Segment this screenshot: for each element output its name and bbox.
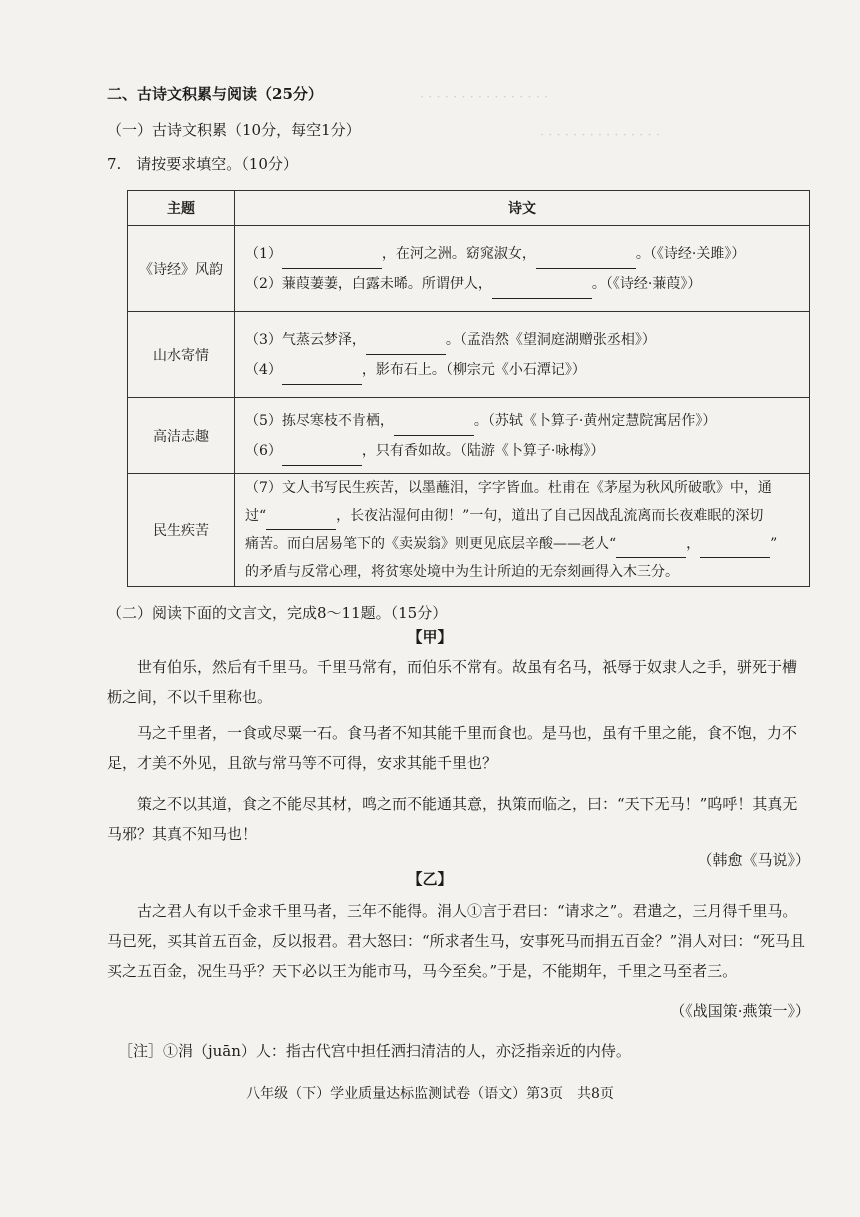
table-header-theme: 主题 bbox=[128, 191, 235, 226]
answer-blank-6[interactable] bbox=[282, 447, 362, 466]
passage-yi-source: （《战国策·燕策一》） bbox=[670, 1002, 810, 1020]
theme-cell: 民生疾苦 bbox=[128, 474, 235, 587]
footnote: ［注］①涓（juān）人：指古代宫中担任洒扫清洁的人，亦泛指亲近的内侍。 bbox=[118, 1042, 631, 1060]
passage-yi-paragraph: 古之君人有以千金求千里马者，三年不能得。涓人①言于君曰：“请求之”。君遣之，三月得千里马。马已死，买其首五百金，反以报君。君大怒曰：“所求者生马，安事死马而捐五百金？”涓人对曰：“死马且买之五百金，况生马乎？天下必以王为能市马，马今至矣。”于是，不能期年，千里之马至者三。 bbox=[107, 902, 806, 980]
theme-cell: 高洁志趣 bbox=[128, 398, 235, 474]
passage-jia-paragraph-1: 世有伯乐，然后有千里马。千里马常有，而伯乐不常有。故虽有名马，祇辱于奴隶人之手，骈死于槽枥之间，不以千里称也。 bbox=[107, 658, 798, 706]
page-footer: 八年级（下）学业质量达标监测试卷（语文）第3页 共8页 bbox=[246, 1086, 614, 1102]
theme-cell: 山水寄情 bbox=[128, 312, 235, 398]
answer-blank-7b[interactable] bbox=[616, 539, 686, 558]
poem-cell: （3）气蒸云梦泽， 。（孟浩然《望洞庭湖赠张丞相》） （4） ，影布石上。（柳宗元《小石潭记》） bbox=[235, 312, 810, 398]
table-header-poem: 诗文 bbox=[235, 191, 810, 226]
subsection-title: （二）阅读下面的文言文，完成8～11题。（15分） bbox=[107, 604, 448, 622]
answer-blank-3[interactable] bbox=[366, 336, 446, 355]
answer-blank-7c[interactable] bbox=[700, 539, 770, 558]
poem-cell: （7）文人书写民生疾苦，以墨蘸泪，字字皆血。杜甫在《茅屋为秋风所破歌》中，通 过“ ，长夜沾湿何由彻！”一句，道出了自己因战乱流离而长夜难眠的深切 痛苦。而白居易笔下的《卖炭翁》则更见底层辛酸——老人“ ， ” 的矛盾与反常心理，将贫寒处境中为生计所迫的无奈刻画得入木三分。 bbox=[235, 474, 810, 587]
answer-blank-2[interactable] bbox=[492, 280, 592, 299]
poem-cell: （1） ，在河之洲。窈窕淑女， 。（《诗经·关雎》） （2）蒹葭萋萋，白露未晞。所谓伊人， 。（《诗经·蒹葭》） bbox=[235, 226, 810, 312]
bleed-through-mark: · · · · · · · · · · · · · · · bbox=[540, 128, 660, 143]
poem-fill-table bbox=[127, 190, 810, 587]
answer-blank-7a[interactable] bbox=[266, 511, 336, 530]
question-7-title: 7. 请按要求填空。（10分） bbox=[107, 155, 298, 173]
passage-yi-label: 【乙】 bbox=[407, 870, 453, 888]
bleed-through-mark: · · · · · · · · · · · · · · · · bbox=[420, 90, 549, 105]
theme-cell: 《诗经》风韵 bbox=[128, 226, 235, 312]
subsection-title: （一）古诗文积累（10分，每空1分） bbox=[107, 121, 361, 139]
answer-blank-4[interactable] bbox=[282, 366, 362, 385]
answer-blank-1b[interactable] bbox=[536, 250, 636, 269]
poem-cell: （5）拣尽寒枝不肯栖， 。（苏轼《卜算子·黄州定慧院寓居作》） （6） ，只有香如故。（陆游《卜算子·咏梅》） bbox=[235, 398, 810, 474]
section-title: 二、古诗文积累与阅读（25分） bbox=[107, 85, 323, 103]
passage-jia-label: 【甲】 bbox=[407, 628, 453, 646]
passage-jia-paragraph-2: 马之千里者，一食或尽粟一石。食马者不知其能千里而食也。是马也，虽有千里之能，食不饱，力不足，才美不外见，且欲与常马等不可得，安求其能千里也？ bbox=[107, 724, 798, 772]
passage-jia-source: （韩愈《马说》） bbox=[697, 851, 810, 869]
passage-jia-paragraph-3: 策之不以其道，食之不能尽其材，鸣之而不能通其意，执策而临之，曰：“天下无马！”呜呼！其真无马邪？其真不知马也！ bbox=[107, 795, 798, 843]
answer-blank-5[interactable] bbox=[394, 417, 474, 436]
answer-blank-1a[interactable] bbox=[282, 250, 382, 269]
